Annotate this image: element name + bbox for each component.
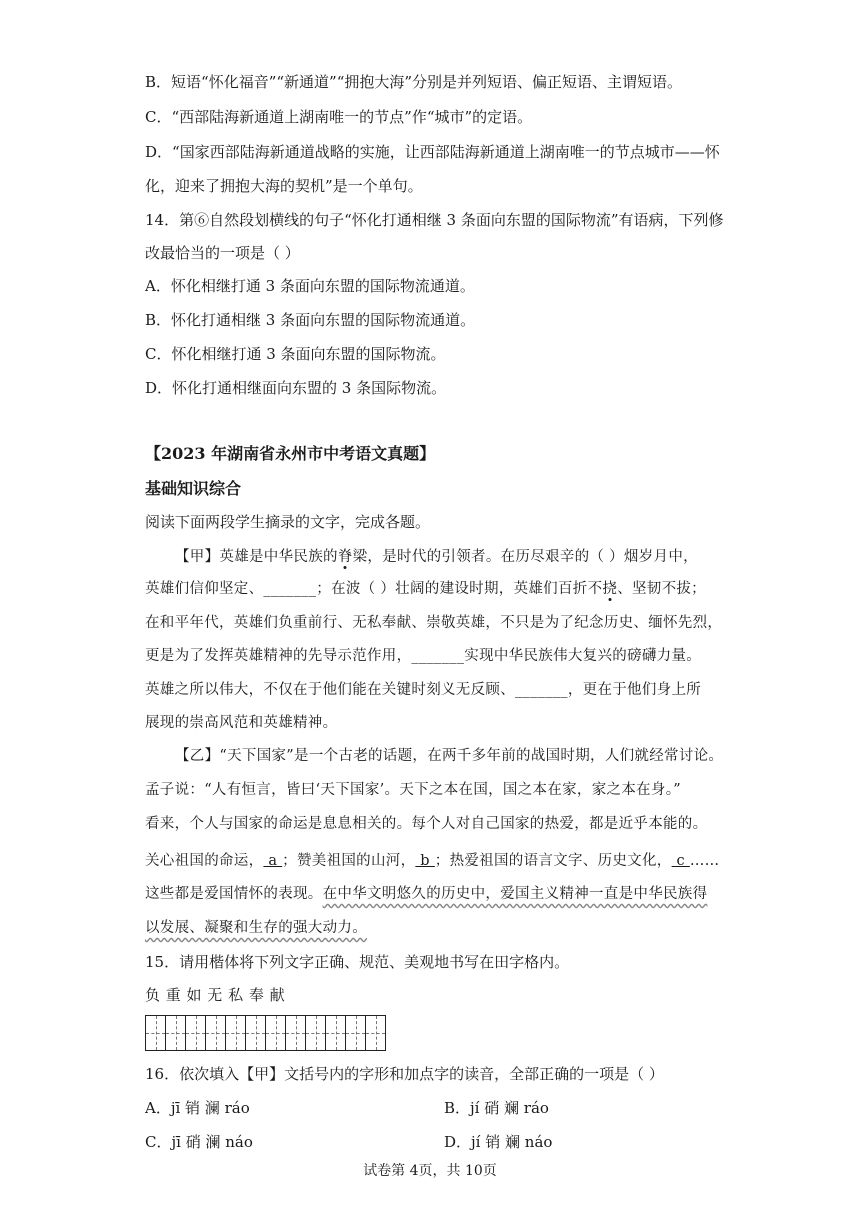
q14-option-a: A．怀化相继打通 3 条面向东盟的国际物流通道。	[145, 277, 475, 295]
q16-option-c: C．jī 硝 澜 náo	[145, 1133, 253, 1151]
q16-option-a: A．jī 销 澜 ráo	[145, 1099, 250, 1117]
grid-cell	[326, 1016, 346, 1050]
dotted-char: 脊	[337, 549, 353, 565]
q15-stem: 15．请用楷体将下列文字正确、规范、美观地书写在田字格内。	[145, 953, 570, 971]
grid-cell	[306, 1016, 326, 1050]
grid-cell	[166, 1016, 186, 1050]
text-span: 英雄之所以伟大，不仅在于他们能在关键时刻义无反顾、	[145, 682, 515, 698]
wavy-underlined-text: 以发展、凝聚和生存的强大动力。	[145, 920, 367, 936]
grid-cell	[266, 1016, 286, 1050]
grid-cell	[246, 1016, 266, 1050]
q16-stem: 16．依次填入【甲】文括号内的字形和加点字的读音，全部正确的一项是（ ）	[145, 1065, 664, 1083]
q13-option-c: C．“西部陆海新通道上湖南唯一的节点”作“城市”的定语。	[145, 108, 533, 126]
grid-cell	[346, 1016, 366, 1050]
passage-jia-line6: 展现的崇高风范和英雄精神。	[145, 715, 338, 731]
grid-cell	[286, 1016, 306, 1050]
passage-jia-line3: 在和平年代，英雄们负重前行、无私奉献、崇敬英雄，不只是为了纪念历史、缅怀先烈，	[145, 615, 723, 631]
section-title: 【2023 年湖南省永州市中考语文真题】	[145, 444, 436, 463]
text-span: ，更在于他们身上所	[567, 682, 702, 698]
passage-yi-line3: 看来，个人与国家的命运是息息相关的。每个人对自己国家的热爱，都是近乎本能的。	[145, 816, 708, 832]
text-span: ；赞美祖国的山河，	[282, 853, 416, 869]
passage-yi-line1: 【乙】“天下国家”是一个古老的话题，在两千多年前的战国时期，人们就经常讨论。	[175, 748, 724, 764]
passage-yi-line5	[145, 884, 707, 904]
passage-yi-line6	[145, 918, 367, 938]
q16-option-b: B．jí 硝 斓 ráo	[444, 1099, 549, 1117]
fill-blank: _______	[263, 581, 317, 597]
text-span: 实现中华民族伟大复兴的磅礴力量。	[464, 648, 702, 664]
passage-jia-line2	[145, 579, 706, 599]
q14-option-d: D．怀化打通相继面向东盟的 3 条国际物流。	[145, 379, 447, 397]
fill-blank: _______	[411, 648, 465, 664]
wavy-underlined-text: 在中华文明悠久的历史中，爱国主义精神一直是中华民族得	[322, 886, 708, 902]
text-span: ……	[689, 853, 720, 869]
grid-cell	[226, 1016, 246, 1050]
grid-cell	[146, 1016, 166, 1050]
fill-blank: _______	[515, 682, 568, 698]
blank-b: b	[415, 853, 435, 869]
blank-a: a	[263, 853, 283, 869]
tianzige-grid	[145, 1015, 386, 1051]
page-footer: 试卷第 4页，共 10页	[363, 1163, 497, 1179]
q13-option-b: B．短语“怀化福音”“新通道”“拥抱大海”分别是并列短语、偏正短语、主谓短语。	[145, 73, 683, 91]
passage-jia-line5	[145, 680, 701, 700]
blank-c: c	[671, 853, 690, 869]
text-span: 更是为了发挥英雄精神的先导示范作用，	[145, 648, 412, 664]
passage-yi-line2: 孟子说：“人有恒言，皆曰‘天下国家’。天下之本在国，国之本在家，家之本在身。”	[145, 782, 681, 798]
section-instruction: 阅读下面两段学生摘录的文字，完成各题。	[145, 513, 431, 531]
text-span: 、坚韧不拔；	[617, 581, 706, 597]
text-span: ；在波（ ）壮阔的建设时期，英雄们百折不	[316, 581, 603, 597]
q14-option-c: C．怀化相继打通 3 条面向东盟的国际物流。	[145, 345, 446, 363]
q15-text: 负 重 如 无 私 奉 献	[145, 986, 286, 1004]
dotted-char: 挠	[602, 581, 618, 597]
q13-option-d-line2: 化，迎来了拥抱大海的契机”是一个单句。	[145, 177, 423, 195]
grid-cell	[186, 1016, 206, 1050]
section-subtitle: 基础知识综合	[145, 479, 242, 498]
q16-option-d: D．jí 销 斓 náo	[444, 1133, 553, 1151]
passage-jia-line4	[145, 646, 701, 666]
q14-option-b: B．怀化打通相继 3 条面向东盟的国际物流通道。	[145, 311, 476, 329]
text-span: 这些都是爱国情怀的表现。	[145, 886, 323, 902]
grid-cell	[366, 1016, 385, 1050]
text-span: 【甲】英雄是中华民族的	[175, 549, 338, 565]
q14-stem-line1: 14．第⑥自然段划横线的句子“怀化打通相继 3 条面向东盟的国际物流”有语病，下列修	[145, 211, 724, 229]
q14-stem-line2: 改最恰当的一项是（ ）	[145, 244, 300, 262]
q13-option-d-line1: D．“国家西部陆海新通道战略的实施，让西部陆海新通道上湖南唯一的节点城市——怀	[145, 143, 720, 161]
passage-yi-line4	[145, 851, 719, 871]
text-span: 关心祖国的命运，	[145, 853, 264, 869]
text-span: 梁，是时代的引领者。在历尽艰辛的（ ）烟岁月中，	[352, 549, 698, 565]
grid-cell	[206, 1016, 226, 1050]
text-span: ；热爱祖国的语言文字、历史文化，	[434, 853, 672, 869]
text-span: 英雄们信仰坚定、	[145, 581, 264, 597]
passage-jia-line1	[175, 547, 698, 567]
